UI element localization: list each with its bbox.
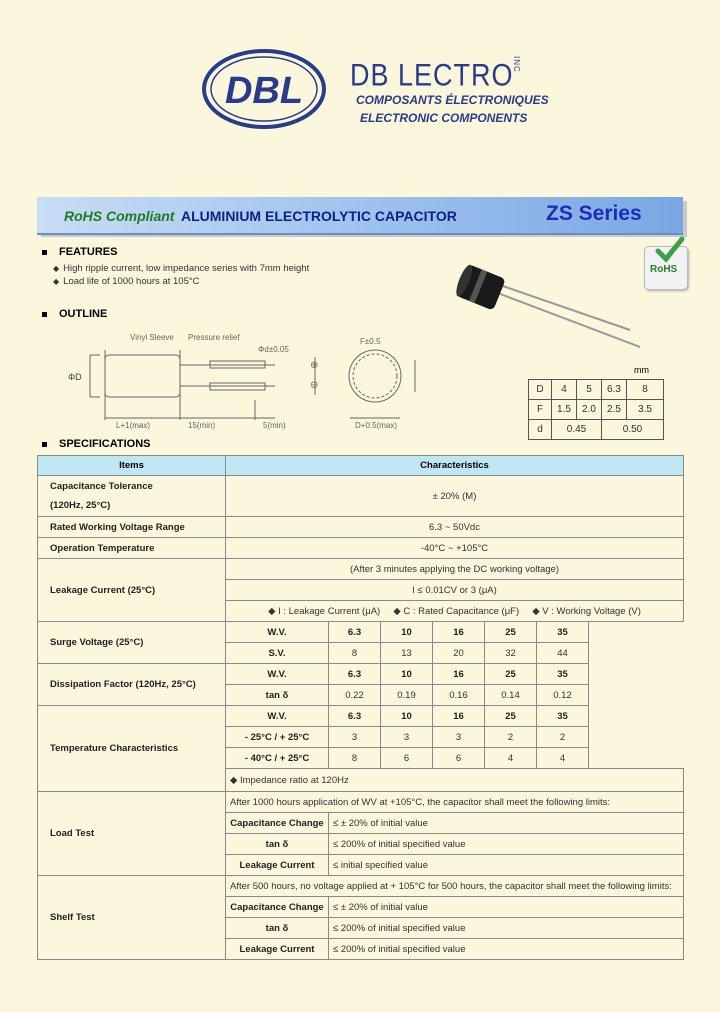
table-row: Operation Temperature -40°C ~ +105°C — [38, 538, 684, 559]
table-row: ◆ Impedance ratio at 120Hz — [38, 769, 684, 792]
features-heading: FEATURES — [42, 246, 117, 258]
table-row: Temperature Characteristics W.V. 6.3 10 16 25 35 — [38, 706, 684, 727]
dim-l-max: L+1(max) — [116, 421, 151, 430]
dim-phi-d: ΦD — [68, 372, 82, 382]
table-row: Capacitance Tolerance (120Hz, 25°C) ± 20% (M) — [38, 476, 684, 517]
product-title: ALUMINIUM ELECTROLYTIC CAPACITOR — [181, 208, 457, 224]
table-row: D 4 5 6.3 8 — [529, 380, 664, 400]
dimension-table — [528, 379, 664, 440]
table-row: Items Characteristics — [38, 456, 684, 476]
table-row: Shelf Test After 500 hours, no voltage applied at + 105°C for 500 hours, the capacitor shall meet the following limits: — [38, 876, 684, 897]
table-row: Load Test After 1000 hours application of WV at +105°C, the capacitor shall meet the following limits: — [38, 792, 684, 813]
brand-inc: INC — [512, 56, 521, 73]
dim-f-tol: F±0.5 — [360, 337, 381, 346]
table-row: S.V. 8 13 20 32 44 — [38, 643, 684, 664]
unit-label: mm — [634, 365, 649, 375]
series-name: ZS Series — [546, 202, 642, 225]
table-row: d 0.45 0.50 — [529, 420, 664, 440]
capacitor-photo — [455, 262, 645, 352]
table-row: Leakage Current ≤ initial specified value — [38, 855, 684, 876]
table-row: Dissipation Factor (120Hz, 25°C) W.V. 6.3 10 16 25 35 — [38, 664, 684, 685]
feature-item: ◆ High ripple current, low impedance series with 7mm height — [53, 263, 310, 274]
pressure-relief-label: Pressure relief — [188, 333, 240, 342]
specifications-heading: SPECIFICATIONS — [42, 438, 150, 450]
table-row: Leakage Current (25°C) (After 3 minutes applying the DC working voltage) — [38, 559, 684, 580]
brand-subtitle-en: ELECTRONIC COMPONENTS — [360, 111, 528, 125]
rohs-badge-text: RoHS — [650, 264, 678, 275]
rohs-compliant-label: RoHS Compliant — [64, 208, 175, 224]
specifications-table — [37, 455, 684, 960]
logo-monogram: DBL — [224, 70, 304, 112]
feature-item: ◆ Load life of 1000 hours at 105°C — [53, 276, 200, 287]
table-row: I ≤ 0.01CV or 3 (μA) — [38, 580, 684, 601]
dim-lead5: 5(min) — [263, 421, 286, 430]
checkmark-icon — [655, 236, 685, 264]
dim-lead-dia: Φd±0.05 — [258, 345, 289, 354]
table-row: F 1.5 2.0 2.5 3.5 — [529, 400, 664, 420]
table-row: Capacitance Change ≤ ± 20% of initial value — [38, 813, 684, 834]
brand-name: DB LECTRO — [350, 58, 514, 93]
outline-heading: OUTLINE — [42, 308, 107, 320]
sleeve-label: Vinyl Sleeve — [130, 333, 174, 342]
table-row: Leakage Current ≤ 200% of initial specified value — [38, 939, 684, 960]
table-row: Capacitance Change ≤ ± 20% of initial value — [38, 897, 684, 918]
svg-text:⊕: ⊕ — [310, 360, 319, 371]
dim-d-max: D+0.5(max) — [355, 421, 398, 430]
table-row: Surge Voltage (25°C) W.V. 6.3 10 16 25 35 — [38, 622, 684, 643]
dim-lead15: 15(min) — [188, 421, 216, 430]
table-row: tan δ ≤ 200% of initial specified value — [38, 834, 684, 855]
table-row: ◆ I : Leakage Current (μA) ◆ C : Rated Capacitance (μF) ◆ V : Working Voltage (V) — [38, 601, 684, 622]
table-row: tan δ ≤ 200% of initial specified value — [38, 918, 684, 939]
table-row: - 40°C / + 25°C 8 6 6 4 4 — [38, 748, 684, 769]
svg-text:⊖: ⊖ — [310, 380, 319, 391]
table-row: tan δ 0.22 0.19 0.16 0.14 0.12 — [38, 685, 684, 706]
table-row: Rated Working Voltage Range 6.3 ~ 50Vdc — [38, 517, 684, 538]
brand-subtitle-fr: COMPOSANTS ÉLECTRONIQUES — [356, 93, 549, 107]
dbl-logo — [201, 48, 327, 130]
outline-drawing — [60, 330, 420, 430]
table-row: - 25°C / + 25°C 3 3 3 2 2 — [38, 727, 684, 748]
